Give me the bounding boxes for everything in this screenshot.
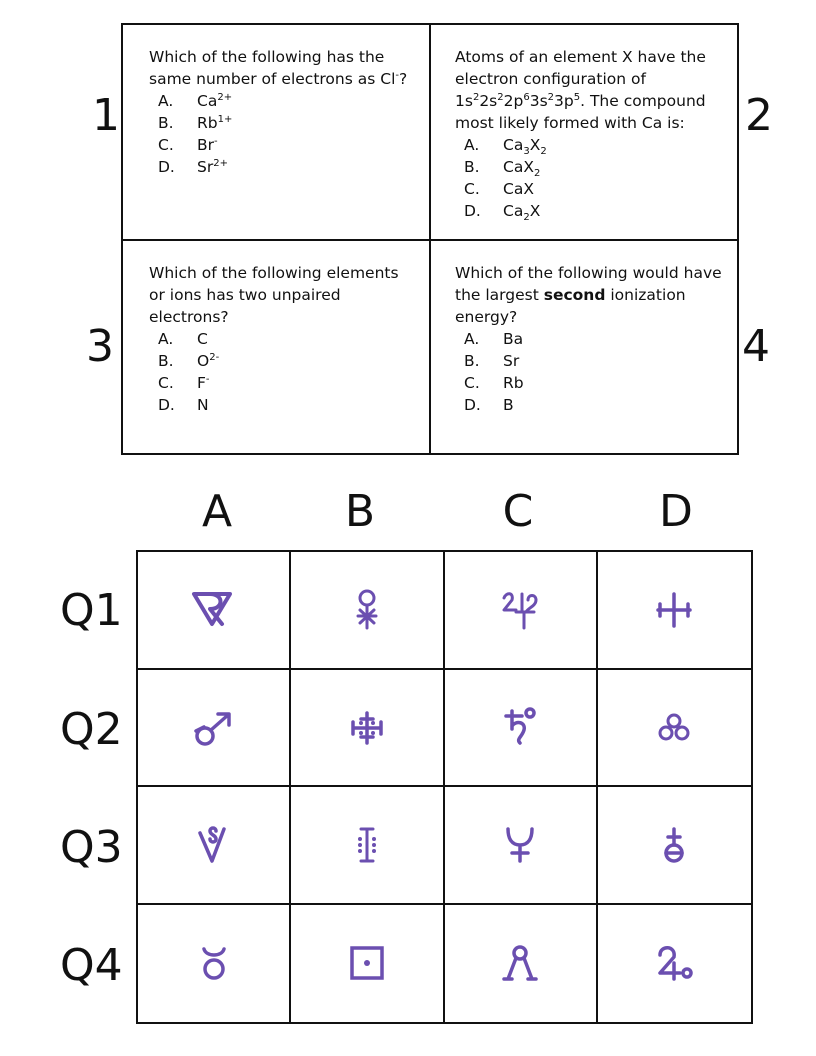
- config-count: 6: [523, 91, 530, 103]
- option-row: [149, 90, 419, 112]
- symbol-cell-q1-c: [445, 552, 598, 670]
- option-row: [455, 328, 727, 350]
- row-header-q1: Q1: [60, 585, 123, 636]
- option-row: [455, 200, 727, 222]
- option-row: [149, 394, 419, 416]
- option-base: Sr: [197, 158, 214, 176]
- option-value: [503, 178, 727, 200]
- question-4-text-main: Which of the following would have the largest: [455, 264, 722, 304]
- alchemical-symbol-icon: [186, 582, 242, 638]
- option-row: [149, 112, 419, 134]
- option-charge: -: [205, 373, 210, 385]
- question-3-options: [149, 328, 419, 416]
- question-grid: [121, 23, 739, 455]
- formula-subscript: 2: [533, 168, 541, 180]
- alchemical-symbol-icon: [339, 699, 395, 755]
- option-letter: D.: [464, 202, 481, 220]
- option-value: Sr: [503, 352, 520, 370]
- config-orbital: 1s: [455, 92, 473, 110]
- symbol-cell-q4-d: [598, 905, 751, 1023]
- symbol-cell-q3-a: [138, 787, 291, 905]
- option-charge: 2+: [213, 157, 228, 169]
- question-4-text-end: ionization energy?: [455, 286, 686, 326]
- symbol-cell-q3-b: [291, 787, 444, 905]
- alchemical-symbol-icon: [492, 935, 548, 991]
- option-row: [455, 350, 727, 372]
- symbol-cell-q4-b: [291, 905, 444, 1023]
- option-charge: 2-: [209, 351, 220, 363]
- config-orbital: 3p: [554, 92, 574, 110]
- symbol-cell-q3-c: [445, 787, 598, 905]
- question-3-cell: [123, 241, 431, 453]
- option-letter: D.: [158, 158, 175, 176]
- option-letter: B.: [158, 114, 174, 132]
- alchemical-symbol-icon: [186, 935, 242, 991]
- symbol-cell-q4-c: [445, 905, 598, 1023]
- option-base: Ca: [197, 92, 218, 110]
- row-header-q4: Q4: [60, 940, 123, 991]
- option-row: [149, 156, 419, 178]
- option-row: [149, 372, 419, 394]
- question-4-options: [455, 328, 727, 416]
- option-row: [149, 350, 419, 372]
- option-value: [197, 112, 419, 134]
- symbol-cell-q4-a: [138, 905, 291, 1023]
- option-letter: A.: [158, 330, 174, 348]
- option-value: [197, 394, 419, 416]
- question-number-1: 1: [92, 90, 120, 141]
- alchemical-symbol-icon: [646, 699, 702, 755]
- option-value: [197, 350, 419, 372]
- option-letter: D.: [158, 396, 175, 414]
- formula-part: CaX: [503, 180, 534, 198]
- formula-subscript: 3: [523, 146, 530, 158]
- config-count: 5: [573, 91, 581, 103]
- option-charge: -: [214, 135, 218, 147]
- option-charge: 2+: [217, 91, 233, 103]
- option-base: Rb: [197, 114, 218, 132]
- electron-configuration: [455, 92, 580, 110]
- question-2-text-main: Atoms of an element X have the electron configuration of: [455, 48, 706, 88]
- formula-subscript: 2: [523, 212, 530, 224]
- option-letter: B.: [464, 158, 480, 176]
- alchemical-symbol-icon: [492, 817, 548, 873]
- symbol-grid: [136, 550, 753, 1024]
- option-base: N: [197, 396, 209, 414]
- formula-part: X: [529, 136, 541, 154]
- option-value: Ba: [503, 330, 524, 348]
- formula-part: X: [529, 202, 541, 220]
- option-base: O: [197, 352, 210, 370]
- option-value: [197, 134, 419, 156]
- question-number-2: 2: [745, 90, 773, 141]
- question-3-text: Which of the following elements or ions has two unpaired electrons?: [149, 264, 399, 326]
- option-row: [455, 372, 727, 394]
- symbol-cell-q1-a: [138, 552, 291, 670]
- symbol-cell-q1-b: [291, 552, 444, 670]
- symbol-cell-q2-a: [138, 670, 291, 788]
- question-2-text: [455, 46, 727, 134]
- option-letter: A.: [464, 136, 480, 154]
- question-2-cell: [431, 25, 737, 241]
- column-header-d: D: [659, 486, 693, 537]
- option-value: B: [503, 396, 514, 414]
- column-header-a: A: [201, 486, 233, 537]
- option-value: [503, 156, 727, 178]
- option-value: [197, 372, 419, 394]
- question-1-options: [149, 90, 419, 178]
- column-header-c: C: [502, 486, 534, 537]
- formula-part: Ca: [503, 202, 524, 220]
- option-letter: A.: [158, 92, 174, 110]
- option-value: [197, 90, 419, 112]
- question-2-options: [455, 134, 727, 222]
- config-orbital: 2s: [479, 92, 498, 110]
- question-4-emphasis: second: [543, 286, 606, 304]
- alchemical-symbol-icon: [646, 582, 702, 638]
- option-row: [149, 328, 419, 350]
- symbol-cell-q2-d: [598, 670, 751, 788]
- option-value: [197, 156, 419, 178]
- question-1-cell: [123, 25, 431, 241]
- alchemical-symbol-icon: [339, 935, 395, 991]
- option-value: Rb: [503, 374, 524, 392]
- option-row: [149, 134, 419, 156]
- option-row: [455, 156, 727, 178]
- symbol-cell-q3-d: [598, 787, 751, 905]
- option-letter: B.: [158, 352, 174, 370]
- config-orbital: 3s: [529, 92, 548, 110]
- question-4-cell: [431, 241, 737, 453]
- option-row: [455, 134, 727, 156]
- option-base: C: [197, 330, 208, 348]
- formula-part: CaX: [503, 158, 534, 176]
- mars-iron-icon: [186, 699, 242, 755]
- symbol-cell-q2-c: [445, 670, 598, 788]
- option-letter: A.: [464, 330, 480, 348]
- alchemical-symbol-icon: [339, 582, 395, 638]
- option-value: [503, 200, 727, 222]
- question-1-charge: -: [395, 69, 399, 81]
- alchemical-symbol-icon: [339, 817, 395, 873]
- alchemical-symbol-icon: [646, 817, 702, 873]
- formula-part: Ca: [503, 136, 524, 154]
- question-1-text-end: ?: [398, 70, 408, 88]
- column-header-b: B: [344, 486, 376, 537]
- option-charge: 1+: [217, 113, 233, 125]
- config-count: 2: [547, 91, 555, 103]
- alchemical-symbol-icon: [492, 582, 548, 638]
- option-value: [197, 328, 419, 350]
- option-base: Br: [197, 136, 215, 154]
- formula-subscript: 2: [540, 146, 547, 158]
- option-letter: B.: [464, 352, 480, 370]
- question-1-text-main: Which of the following has the same number of electrons as Cl: [149, 48, 396, 88]
- row-header-q3: Q3: [60, 822, 123, 873]
- option-row: [455, 394, 727, 416]
- alchemical-symbol-icon: [186, 817, 242, 873]
- option-letter: D.: [464, 396, 481, 414]
- option-letter: C.: [158, 136, 174, 154]
- row-header-q2: Q2: [60, 704, 123, 755]
- option-value: [503, 134, 727, 156]
- option-letter: C.: [464, 374, 480, 392]
- option-letter: C.: [464, 180, 480, 198]
- question-number-3: 3: [86, 321, 114, 372]
- question-2-text-end: . The compound most likely formed with Ca is:: [455, 92, 706, 132]
- saturn-lead-icon: [492, 699, 548, 755]
- question-1-text: [149, 46, 419, 90]
- config-orbital: 2p: [503, 92, 524, 110]
- option-row: [455, 178, 727, 200]
- question-number-4: 4: [742, 321, 770, 372]
- symbol-cell-q1-d: [598, 552, 751, 670]
- jupiter-tin-icon: [646, 935, 702, 991]
- config-count: 2: [472, 91, 480, 103]
- question-4-text: [455, 262, 727, 328]
- option-base: F: [197, 374, 206, 392]
- symbol-cell-q2-b: [291, 670, 444, 788]
- config-count: 2: [497, 91, 504, 103]
- option-letter: C.: [158, 374, 174, 392]
